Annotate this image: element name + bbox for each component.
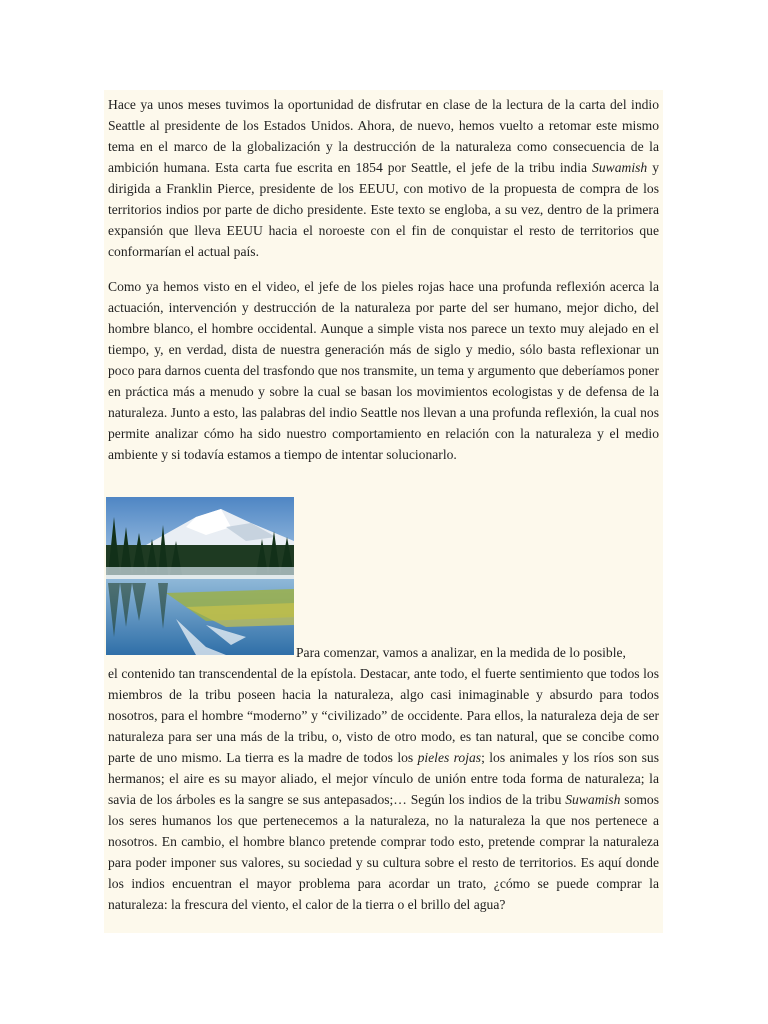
tribe-name-2: Suwamish xyxy=(565,792,621,807)
paragraph-reflection: Como ya hemos visto en el video, el jefe de los pieles rojas hace una profunda reflexión acerca la actuación, intervención y destrucción de la naturaleza por parte del ser humano, mejor dicho, del hombre blanco, el hombre occidental. Aunque a simple vista nos parece un texto muy alejado en el tiempo, y, en verdad, dista de nuestra generación más de siglo y medio, sólo basta reflexionar un poco para darnos cuenta del trasfondo que nos transmite, un tema y argumento que deberíamos poner en práctica más a menudo y sobre la cual se basan los movimientos ecologistas y de defensa de la naturaleza. Junto a esto, las palabras del indio Seattle nos llevan a una profunda reflexión, la cual nos permite analizar cómo ha sido nuestro comportamiento en relación con la naturaleza y el medio ambiente y si todavía estamos a tiempo de intentar solucionarlo. xyxy=(108,279,659,462)
tribe-name: Suwamish xyxy=(592,160,648,175)
mountain-lake-photo xyxy=(106,497,294,655)
paragraph-analysis-text-a: el contenido tan transcendental de la epístola. Destacar, ante todo, el fuerte sentimiento que todos los miembros de la tribu poseen hacia la naturaleza, algo casi inimaginable y absurdo para todos nosotros, para el hombre “moderno” y “civilizado” de occidente. Para ellos, la naturaleza deja de ser naturaleza para ser una más de la tribu, o, visto de otro modo, es tan natural, que se concibe como parte de uno mismo. La tierra es la madre de todos los xyxy=(108,666,659,765)
landscape-image xyxy=(106,497,294,655)
paragraph-intro-text-b: y dirigida a Franklin Pierce, presidente de los EEUU, con motivo de la propuesta de compra de los territorios indios por parte de dicho presidente. Este texto se engloba, a su vez, dentro de la primera expansión que lleva EEUU hacia el noroeste con el fin de conquistar el resto de territorios que conformarían el actual país. xyxy=(108,160,659,259)
paragraph-intro-text-a: Hace ya unos meses tuvimos la oportunidad de disfrutar en clase de la lectura de la carta del indio Seattle al presidente de los Estados Unidos. Ahora, de nuevo, hemos vuelto a retomar este mismo tema en el marco de la globalización y la destrucción de la naturaleza como consecuencia de la ambición humana. Esta carta fue escrita en 1854 por Seattle, el jefe de la tribu india xyxy=(108,97,659,175)
paragraph-analysis-text-b: ; los animales y los ríos son sus hermanos; el aire es su mayor aliado, el mejor vínculo de unión entre toda forma de naturaleza; la savia de los árboles es la sangre se sus antepasados;… Según los indios de la tribu xyxy=(108,750,659,807)
paragraph-analysis xyxy=(108,663,659,915)
pieles-rojas-term: pieles rojas xyxy=(417,750,482,765)
paragraph-analysis-text-c: somos los seres humanos los que pertenecemos a la naturaleza, no la naturaleza la que nos pertenece a nosotros. En cambio, el hombre blanco pretende comprar todo esto, pretende comprar la naturaleza para poder imponer sus valores, su sociedad y su cultura sobre el resto de territorios. Es aquí donde los indios encuentran el mayor problema para acordar un trato, ¿cómo se puede comprar la naturaleza: la frescura del viento, el calor de la tierra o el brillo del agua? xyxy=(108,792,659,912)
document-page xyxy=(104,90,663,933)
paragraph-analysis-first-line: Para comenzar, vamos a analizar, en la medida de lo posible, xyxy=(296,645,626,660)
paragraph-intro xyxy=(108,94,659,262)
